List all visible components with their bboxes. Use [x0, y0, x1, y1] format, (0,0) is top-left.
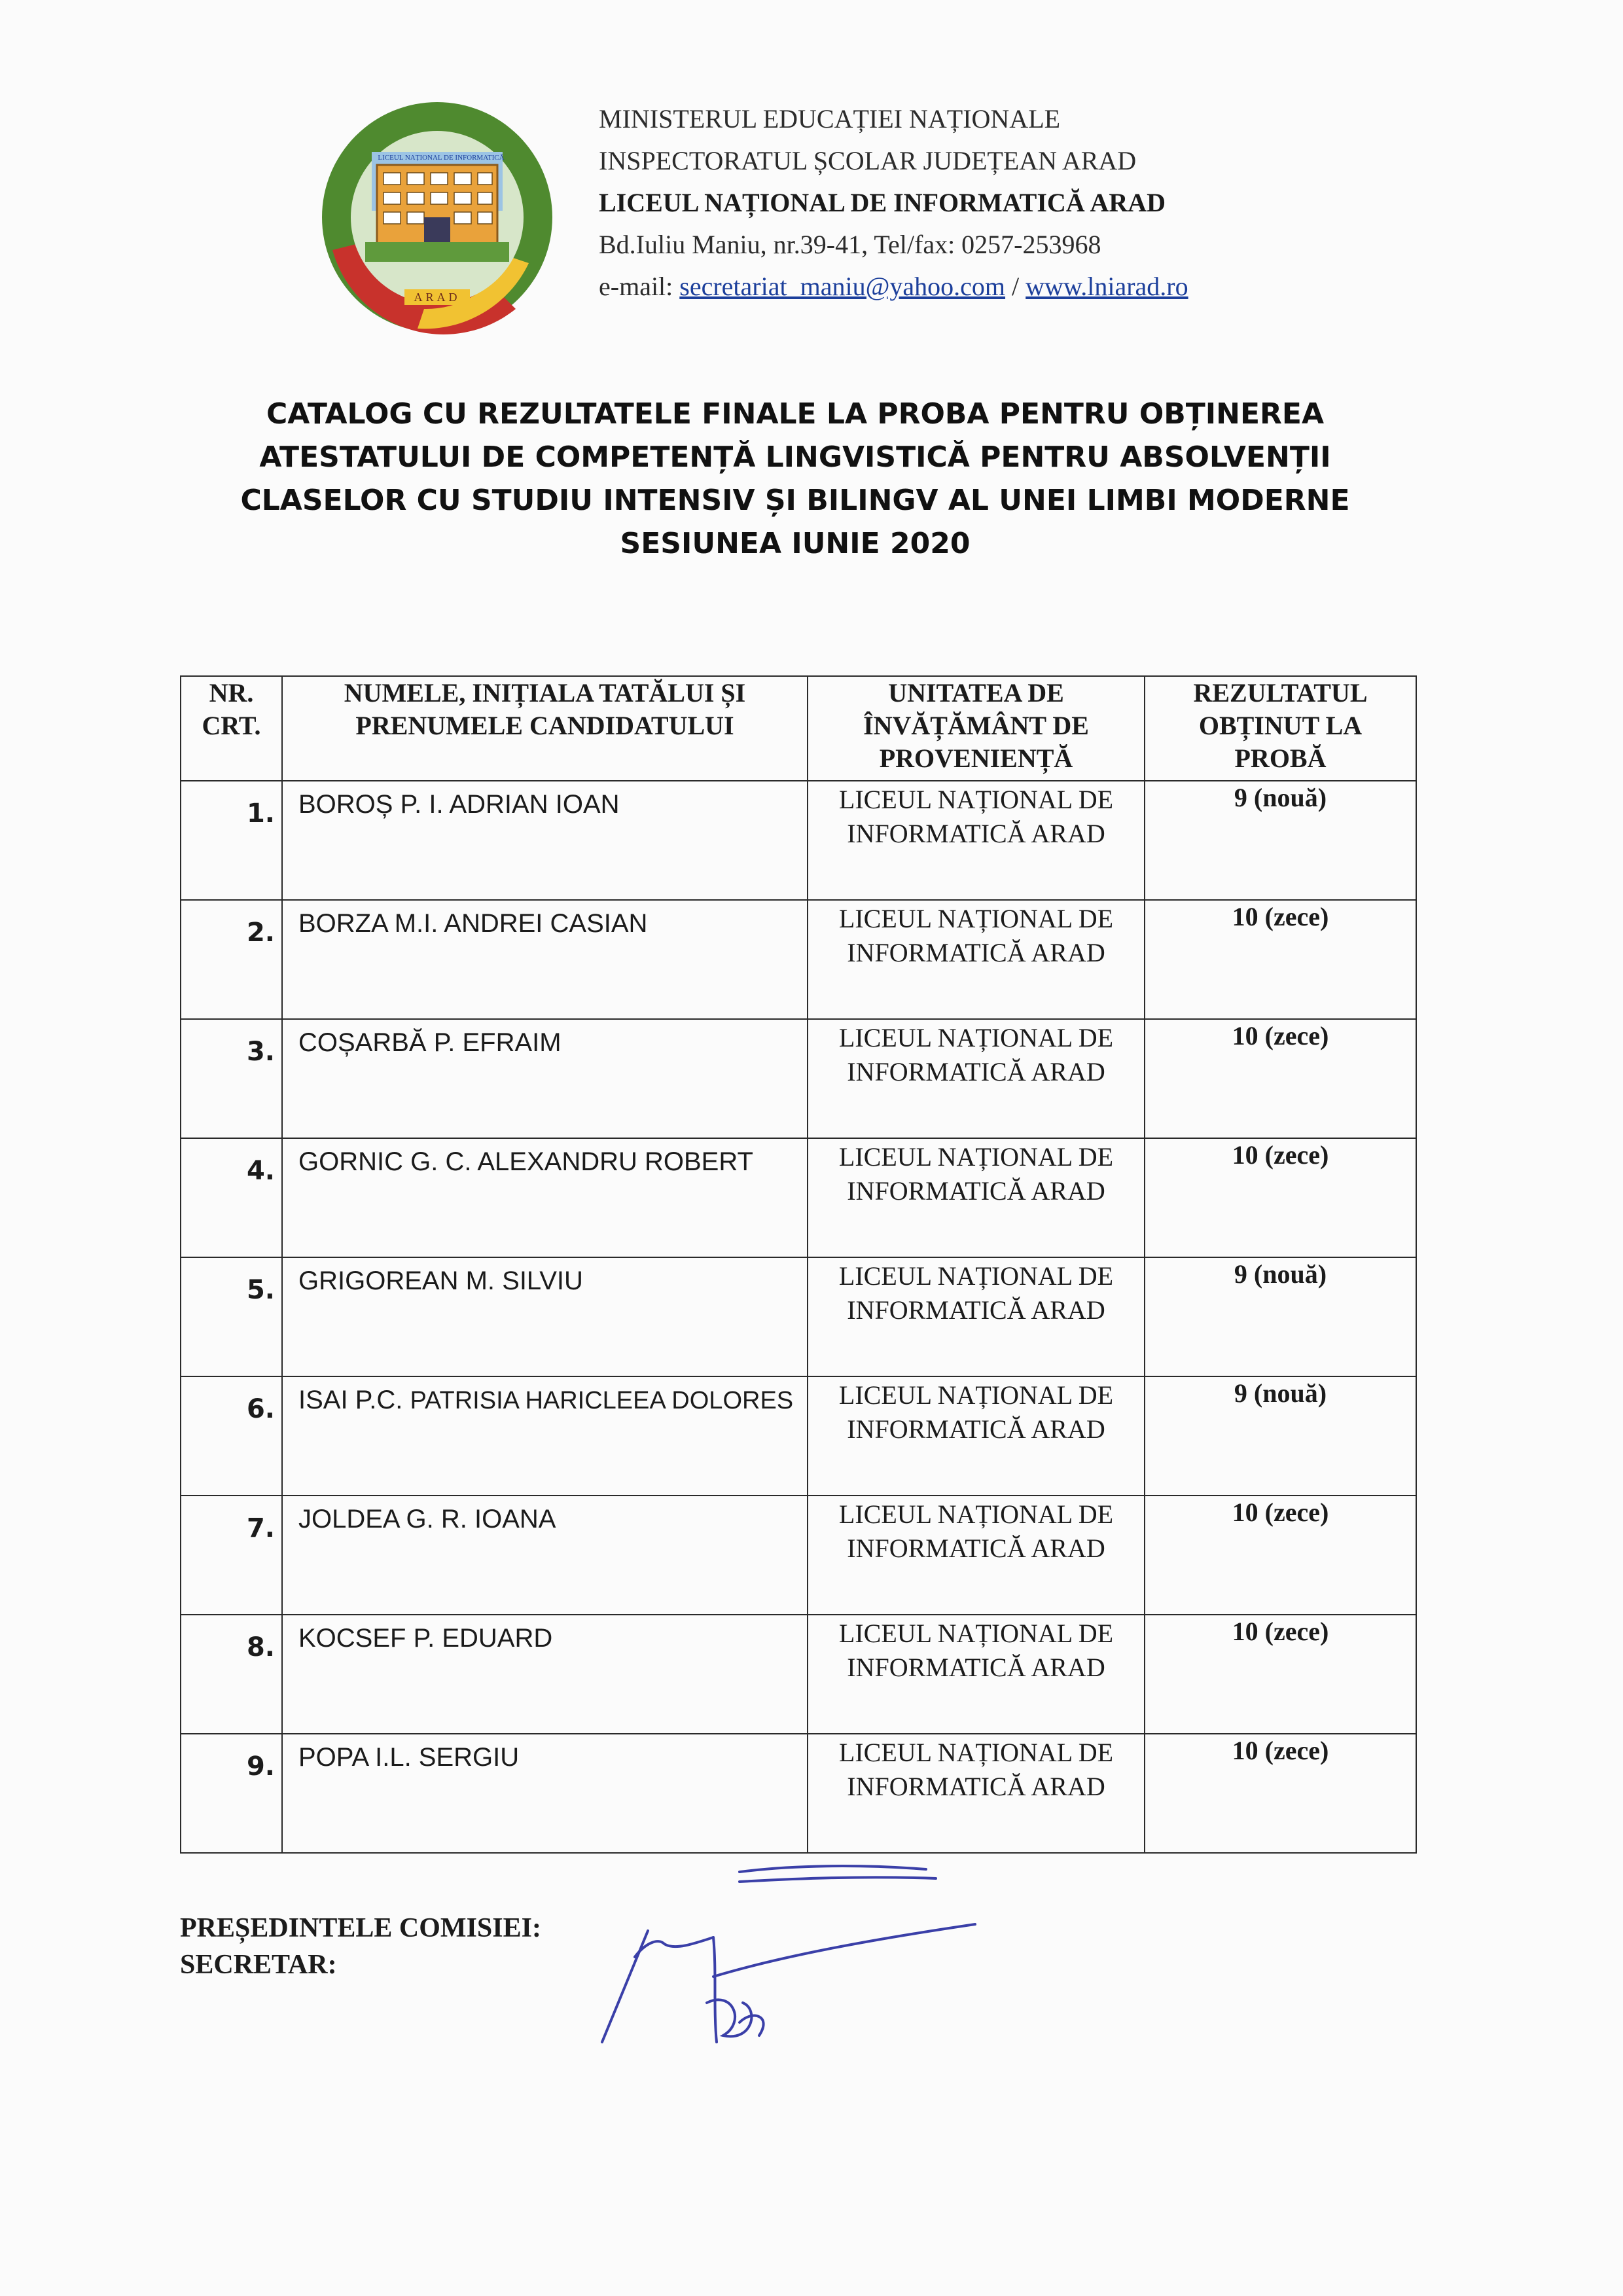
address-line: Bd.Iuliu Maniu, nr.39-41, Tel/fax: 0257-253968: [599, 230, 1101, 259]
website-link[interactable]: www.lniarad.ro: [1026, 272, 1188, 301]
signature-labels: [180, 1910, 541, 1983]
result-grade: 10 (zece): [1145, 1019, 1416, 1138]
candidate-name-small: PATRISIA HARICLEEA DOLORES: [410, 1387, 794, 1414]
table-header-row: [181, 676, 1416, 781]
letterhead: [599, 98, 1188, 308]
candidate-name: [282, 1496, 808, 1615]
header-name: NUMELE, INIȚIALA TATĂLUI ȘI PRENUMELE CANDIDATULUI: [282, 676, 808, 781]
candidate-name: [282, 1615, 808, 1734]
results-table: [180, 675, 1417, 1854]
candidate-name: [282, 1376, 808, 1496]
candidate-name-main: POPA I.L. SERGIU: [298, 1743, 520, 1772]
school-name: LICEUL NAȚIONAL DE INFORMATICĂ ARAD: [808, 1734, 1145, 1853]
candidate-name-main: GRIGOREAN M. SILVIU: [298, 1266, 583, 1295]
logo-text-bottom: ARAD: [414, 291, 461, 304]
candidate-name-main: ISAI P.C.: [298, 1386, 403, 1414]
candidate-name: [282, 900, 808, 1019]
email-prefix: e-mail:: [599, 272, 680, 301]
candidate-name-main: COȘARBĂ P. EFRAIM: [298, 1028, 562, 1057]
school-name: LICEUL NAȚIONAL DE INFORMATICĂ ARAD: [808, 1019, 1145, 1138]
candidate-name: [282, 781, 808, 900]
table-row: [181, 1019, 1416, 1138]
school-name: LICEUL NAȚIONAL DE INFORMATICĂ ARAD: [808, 900, 1145, 1019]
school-name: LICEUL NAȚIONAL DE INFORMATICĂ ARAD: [808, 1615, 1145, 1734]
contact-line: [599, 266, 1188, 308]
header-school: UNITATEA DE ÎNVĂȚĂMÂNT DE PROVENIENȚĂ: [808, 676, 1145, 781]
row-nr: 9.: [181, 1734, 282, 1853]
president-label: PREȘEDINTELE COMISIEI:: [180, 1913, 541, 1943]
school-name: LICEUL NAȚIONAL DE INFORMATICĂ ARAD: [808, 1138, 1145, 1257]
secretary-label: SECRETAR:: [180, 1950, 337, 1980]
result-grade: 9 (nouă): [1145, 1376, 1416, 1496]
inspectorate-line: INSPECTORATUL ȘCOLAR JUDEȚEAN ARAD: [599, 146, 1137, 175]
candidate-name-main: BOROȘ P. I. ADRIAN IOAN: [298, 790, 620, 819]
result-grade: 10 (zece): [1145, 1138, 1416, 1257]
row-nr: 8.: [181, 1615, 282, 1734]
row-nr: 7.: [181, 1496, 282, 1615]
title-line-1: CATALOG CU REZULTATELE FINALE LA PROBA PENTRU OBȚINEREA: [266, 397, 1325, 431]
candidate-name: [282, 1734, 808, 1853]
header-result: REZULTATUL OBȚINUT LA PROBĂ: [1145, 676, 1416, 781]
row-nr: 4.: [181, 1138, 282, 1257]
table-row: [181, 1615, 1416, 1734]
candidate-name-main: KOCSEF P. EDUARD: [298, 1624, 553, 1653]
table-row: [181, 1138, 1416, 1257]
title-line-2: ATESTATULUI DE COMPETENȚĂ LINGVISTICĂ PENTRU ABSOLVENȚII: [259, 440, 1331, 474]
candidate-name-main: JOLDEA G. R. IOANA: [298, 1505, 556, 1534]
candidate-name-main: BORZA M.I. ANDREI CASIAN: [298, 909, 648, 938]
result-grade: 9 (nouă): [1145, 781, 1416, 900]
school-name: LICEUL NAȚIONAL DE INFORMATICĂ ARAD: [808, 1376, 1145, 1496]
row-nr: 3.: [181, 1019, 282, 1138]
handwritten-signature: [582, 1846, 988, 2055]
result-grade: 10 (zece): [1145, 1496, 1416, 1615]
result-grade: 10 (zece): [1145, 1734, 1416, 1853]
school-name-line: LICEUL NAȚIONAL DE INFORMATICĂ ARAD: [599, 188, 1166, 217]
logo-text-top: LICEUL NAȚIONAL DE INFORMATICĂ: [378, 154, 505, 162]
school-name: LICEUL NAȚIONAL DE INFORMATICĂ ARAD: [808, 1496, 1145, 1615]
school-logo: [319, 99, 555, 335]
title-line-3: CLASELOR CU STUDIU INTENSIV ȘI BILINGV AL UNEI LIMBI MODERNE: [240, 484, 1350, 517]
row-nr: 5.: [181, 1257, 282, 1376]
school-name: LICEUL NAȚIONAL DE INFORMATICĂ ARAD: [808, 781, 1145, 900]
header-nr: NR. CRT.: [181, 676, 282, 781]
ministry-line: MINISTERUL EDUCAȚIEI NAȚIONALE: [599, 104, 1061, 134]
result-grade: 10 (zece): [1145, 1615, 1416, 1734]
result-grade: 10 (zece): [1145, 900, 1416, 1019]
table-row: [181, 1376, 1416, 1496]
row-nr: 2.: [181, 900, 282, 1019]
contact-separator: /: [1005, 272, 1026, 301]
table-row: [181, 1496, 1416, 1615]
row-nr: 6.: [181, 1376, 282, 1496]
table-row: [181, 900, 1416, 1019]
document-title: [131, 393, 1459, 565]
table-row: [181, 1734, 1416, 1853]
row-nr: 1.: [181, 781, 282, 900]
candidate-name: [282, 1138, 808, 1257]
table-row: [181, 1257, 1416, 1376]
result-grade: 9 (nouă): [1145, 1257, 1416, 1376]
email-link[interactable]: secretariat_maniu@yahoo.com: [679, 272, 1006, 301]
candidate-name: [282, 1019, 808, 1138]
title-line-4: SESIUNEA IUNIE 2020: [620, 527, 971, 560]
table-row: [181, 781, 1416, 900]
school-name: LICEUL NAȚIONAL DE INFORMATICĂ ARAD: [808, 1257, 1145, 1376]
candidate-name-main: GORNIC G. C. ALEXANDRU ROBERT: [298, 1147, 753, 1176]
candidate-name: [282, 1257, 808, 1376]
